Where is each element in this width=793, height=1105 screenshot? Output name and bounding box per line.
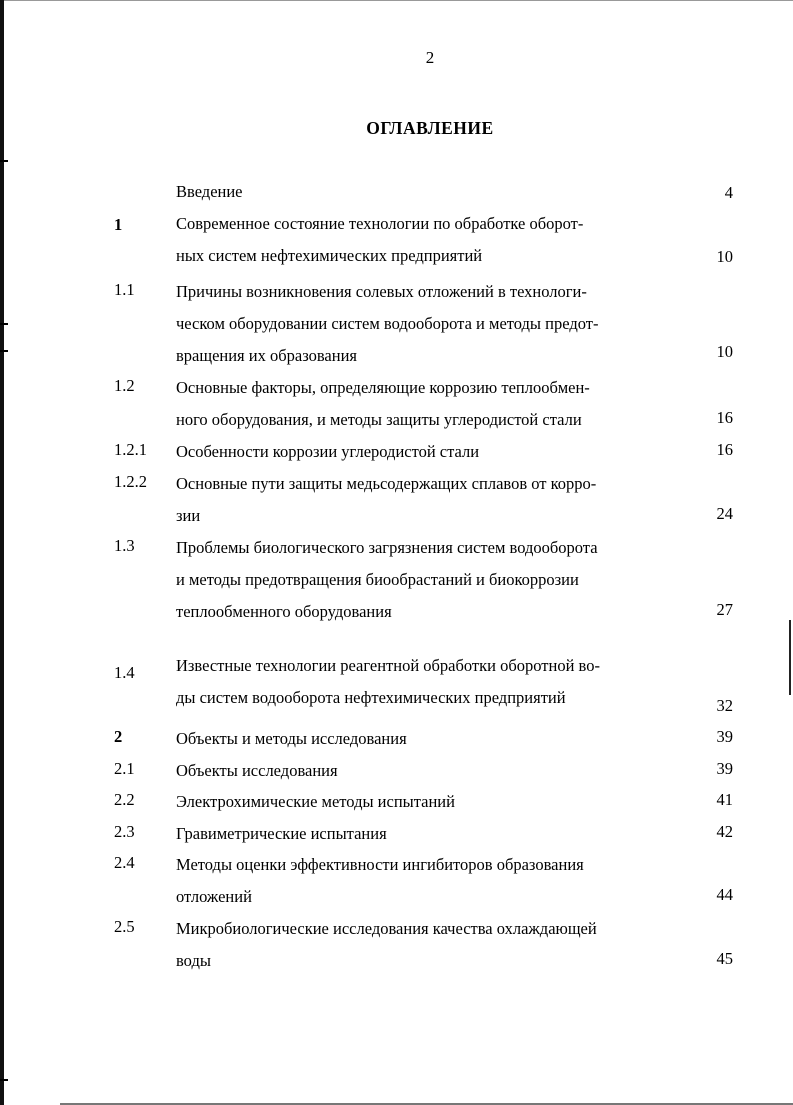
toc-entry-page: 39 <box>716 759 733 778</box>
toc-entry-number: 1 <box>114 215 123 234</box>
toc-entry-page: 4 <box>724 183 733 202</box>
toc-entry-title: Методы оценки эффективности ингибиторов образования отложений <box>176 855 584 906</box>
toc-entry-page: 41 <box>716 790 733 809</box>
toc-entry-title: Введение <box>176 182 243 201</box>
toc-entry-title: Современное состояние технологии по обработке оборот- ных систем нефтехимических предприятий <box>176 214 584 265</box>
toc-entry-number: 2.5 <box>114 917 135 936</box>
toc-entry-number: 1.2 <box>114 376 135 395</box>
page-number: 2 <box>425 48 435 67</box>
toc-entry-page: 16 <box>716 408 733 427</box>
toc-entry-title: Объекты и методы исследования <box>176 729 407 748</box>
page-title: ОГЛАВЛЕНИЕ <box>366 118 494 138</box>
toc-entry-page: 32 <box>716 696 733 715</box>
toc-entry-page: 44 <box>716 885 733 904</box>
toc-entry-page: 24 <box>716 504 733 523</box>
toc-entry-title: Микробиологические исследования качества охлаждающей воды <box>176 919 597 970</box>
toc-entry-title: Основные факторы, определяющие коррозию теплообмен- ного оборудования, и методы защиты углеродистой стали <box>176 378 590 429</box>
toc-entry-page: 27 <box>716 600 733 619</box>
toc-entry-page: 10 <box>716 342 733 361</box>
toc-entry-number: 1.3 <box>114 536 135 555</box>
toc-entry-title: Электрохимические методы испытаний <box>176 792 455 811</box>
toc-entry-title: Гравиметрические испытания <box>176 824 387 843</box>
toc-entry-title: Проблемы биологического загрязнения систем водооборота и методы предотвращения биообрастаний и биокоррозии теплообменного оборудования <box>176 538 598 621</box>
toc-entry-number: 2.3 <box>114 822 135 841</box>
toc-entry-title: Объекты исследования <box>176 761 338 780</box>
toc-entry-title: Особенности коррозии углеродистой стали <box>176 442 480 461</box>
scan-top-edge <box>0 0 793 1</box>
scan-edge-mark <box>0 323 8 325</box>
scan-edge-mark <box>0 160 8 162</box>
scan-right-edge <box>789 620 791 695</box>
toc-entry-page: 10 <box>716 247 733 266</box>
toc-entry-title: Известные технологии реагентной обработки оборотной во- ды систем водооборота нефтехимических предприятий <box>176 656 600 707</box>
toc-entry-page: 39 <box>716 727 733 746</box>
scan-edge-mark <box>0 1079 8 1081</box>
toc-entry-title: Причины возникновения солевых отложений в технологи- ческом оборудовании систем водооборота и методы предот- вращения их образования <box>176 282 599 365</box>
toc-entry-number: 2.1 <box>114 759 135 778</box>
toc-entry-title: Основные пути защиты медьсодержащих сплавов от корро- зии <box>176 474 597 525</box>
toc-entry-number: 2.4 <box>114 853 135 872</box>
toc-entry-page: 45 <box>716 949 733 968</box>
toc-entry-number: 1.1 <box>114 280 135 299</box>
toc-entry-number: 1.2.1 <box>114 440 147 459</box>
scan-left-edge <box>0 0 4 1105</box>
toc-entry-page: 16 <box>716 440 733 459</box>
toc-entry-number: 2.2 <box>114 790 135 809</box>
toc-entry-number: 1.2.2 <box>114 472 147 491</box>
toc-entry-number: 2 <box>114 727 123 746</box>
scan-edge-mark <box>0 350 8 352</box>
toc-entry-number: 1.4 <box>114 663 135 682</box>
toc-entry-page: 42 <box>716 822 733 841</box>
